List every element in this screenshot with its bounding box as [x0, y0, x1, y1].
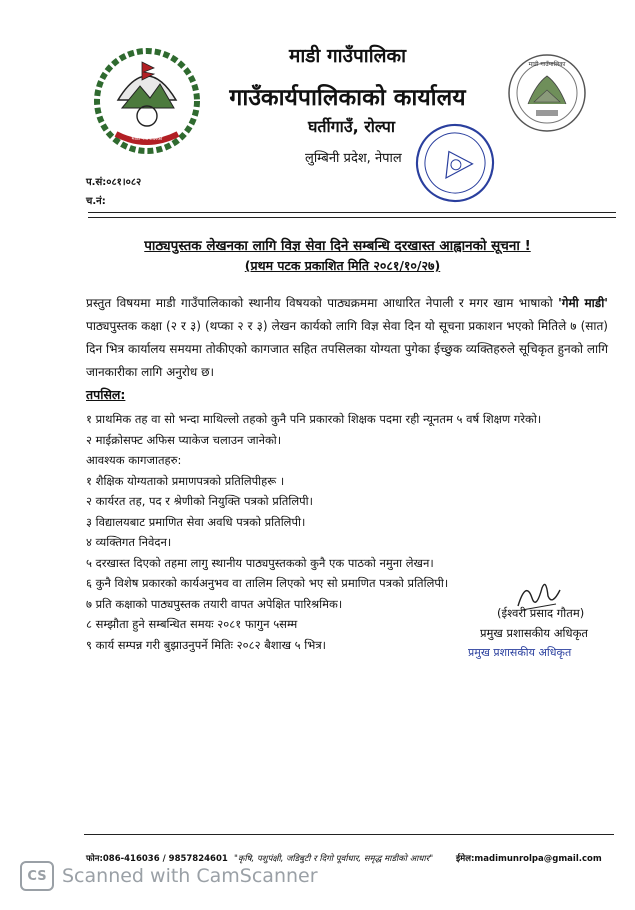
list-item: २ माईक्रोसफ्ट अफिस प्याकेज चलाउन जानेको।	[86, 432, 282, 447]
office-stamp-icon	[412, 120, 498, 206]
header-divider-thin	[88, 217, 616, 218]
footer-email: ईमेल:madimunrolpa@gmail.com	[456, 854, 602, 864]
list-item: आवश्यक कागजातहरु:	[86, 453, 182, 467]
notice-publish-date: (प्रथम पटक प्रकाशित मिति २०८१/१०/२७)	[244, 258, 441, 273]
municipality-name: माडी गाउँपालिका	[288, 45, 407, 67]
designation-stamp: प्रमुख प्रशासकीय अधिकृत	[468, 646, 572, 659]
list-item: १ प्राथमिक तह वा सो भन्दा माथिल्लो तहको कुनै पनि प्रकारको शिक्षक पदमा रही न्यूनतम ५ वर्ष शिक्षण गरेको।	[86, 412, 542, 426]
office-location: घर्तीगाउँ, रोल्पा	[307, 117, 396, 136]
emblem-motto: माडी गाउँपालिका	[131, 136, 163, 142]
notice-body	[86, 292, 608, 384]
notice-subject: पाठ्यपुस्तक लेखनका लागि विज्ञ सेवा दिने सम्बन्धि दरखास्त आह्वानको सूचना !	[144, 238, 531, 254]
logo-ring-text: माडी गाउँपालिका	[528, 61, 566, 68]
list-item: ७ प्रति कक्षाको पाठ्यपुस्तक तयारी वापत अपेक्षित पारिश्रमिक।	[86, 596, 343, 611]
list-item: १ शैक्षिक योग्यताको प्रमाणपत्रको प्रतिलिपीहरू ।	[86, 473, 285, 488]
list-item: ६ कुनै विशेष प्रकारको कार्यअनुभव वा तालिम लिएको भए सो प्रमाणित पत्रको प्रतिलिपी।	[86, 576, 449, 590]
details-heading: तपसिल:	[86, 387, 126, 402]
footer-divider	[84, 834, 614, 835]
header-divider	[88, 212, 616, 213]
signatory-designation: प्रमुख प्रशासकीय अधिकृत	[480, 626, 588, 640]
office-province: लुम्बिनी प्रदेश, नेपाल	[305, 151, 402, 166]
dispatch-number: च.नं:	[86, 196, 106, 207]
office-name: गाउँकार्यपालिकाको कार्यालय	[229, 85, 466, 111]
watermark-text: Scanned with CamScanner	[62, 865, 318, 887]
footer-slogan: "कृषि, पशुपंक्षी, जडिबुटी र दिगो पूर्वाधार, समृद्ध माडीको आधार"	[234, 854, 434, 864]
list-item: ३ विद्यालयबाट प्रमाणित सेवा अवधि पत्रको प्रतिलिपी।	[86, 514, 306, 529]
body-text-part2: पाठ्यपुस्तक कक्षा (२ र ३) (थप्का २ र ३) लेखन कार्यको लागि विज्ञ सेवा दिन यो सूचना प्रकाशन भएको मितिले ७ (सात) दिन भित्र कार्यालय समयमा तोकीएको कागजात सहित तपसिलका योग्यता पुगेका ईच्छुक व्यक्तिहरुले सूचिकृत हुनको लागि जानकारीका लागि अनुरोध छ।	[86, 319, 608, 379]
list-item: ५ दरखास्त दिएको तहमा लागु स्थानीय पाठ्यपुस्तकको कुनै एक पाठको नमुना लेखन।	[86, 555, 434, 570]
list-item: २ कार्यरत तह, पद र श्रेणीको नियुक्ति पत्रको प्रतिलिपी।	[86, 494, 314, 508]
scanner-watermark	[20, 861, 318, 891]
signatory-name: (ईश्वरी प्रसाद गौतम)	[497, 606, 585, 620]
list-item: ९ कार्य सम्पन्न गरी बुझाउनुपर्ने मितिः २०८२ बैशाख ५ भित्र।	[86, 637, 327, 652]
reference-number: प.सं:०८१।०८२	[86, 177, 142, 188]
body-text-part1: प्रस्तुत विषयमा माडी गाउँपालिकाको स्थानीय विषयको पाठ्यक्रममा आधारित नेपाली र मगर खाम भाषाको	[86, 296, 553, 310]
list-item: ८ सम्झौता हुने सम्बन्धित समयः २०८१ फागुन ५सम्म	[86, 617, 298, 631]
list-item: ४ व्यक्तिगत निवेदन।	[86, 535, 172, 549]
municipality-logo-icon	[506, 52, 588, 134]
book-title: 'गेमी माडी'	[558, 296, 608, 310]
camscanner-logo-icon: CS	[20, 861, 54, 891]
footer-phone: फोन:086-416036 / 9857824601	[86, 854, 228, 864]
